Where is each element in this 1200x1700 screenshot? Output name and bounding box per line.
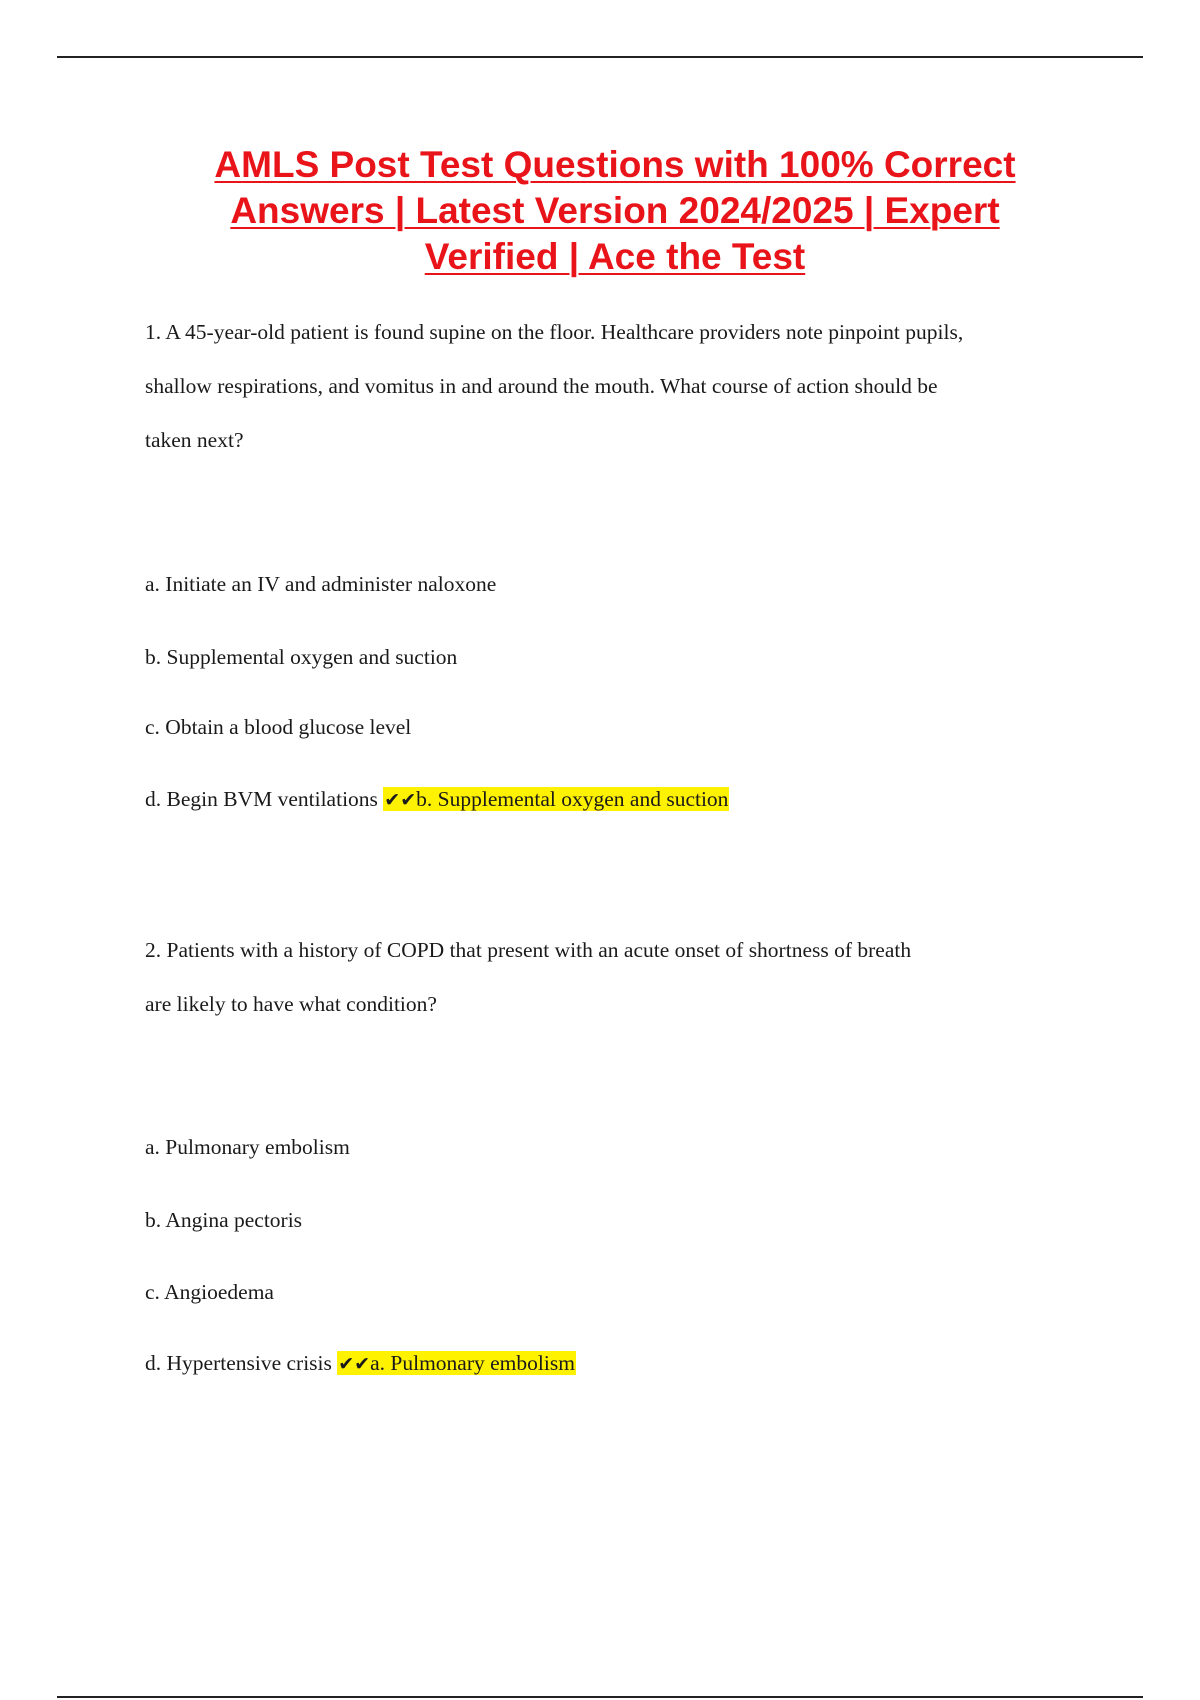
answer-check-icon: ✔✔ — [384, 789, 417, 811]
title-line-2: Answers | Latest Version 2024/2025 | Expert — [230, 190, 1000, 231]
question-1-answer: b. Supplemental oxygen and suction — [416, 787, 729, 811]
question-1-option-c: c. Obtain a blood glucose level — [145, 715, 412, 739]
question-1-prompt-line-1: 1. A 45-year-old patient is found supine on the floor. Healthcare providers note pinpoint pupils, — [145, 320, 964, 344]
document-title — [150, 142, 1080, 280]
question-1-prompt-line-2: shallow respirations, and vomitus in and around the mouth. What course of action should be — [145, 374, 938, 398]
title-line-3: Verified | Ace the Test — [424, 236, 806, 277]
question-2-prompt-line-1: 2. Patients with a history of COPD that present with an acute onset of shortness of breath — [145, 938, 912, 962]
title-line-1: AMLS Post Test Questions with 100% Correct — [214, 144, 1016, 185]
question-2-option-b: b. Angina pectoris — [145, 1208, 303, 1232]
question-2-option-c: c. Angioedema — [145, 1280, 274, 1304]
top-rule — [57, 56, 1143, 58]
answer-check-icon: ✔✔ — [338, 1353, 371, 1375]
question-1-answer-highlight — [383, 787, 729, 811]
question-2-option-a: a. Pulmonary embolism — [145, 1135, 350, 1159]
bottom-rule — [57, 1696, 1143, 1698]
question-1-option-d: d. Begin BVM ventilations — [145, 787, 378, 811]
question-2-option-d-row — [145, 1349, 576, 1378]
question-1-option-b: b. Supplemental oxygen and suction — [145, 645, 458, 669]
question-2-answer: a. Pulmonary embolism — [370, 1351, 575, 1375]
question-1-option-a: a. Initiate an IV and administer naloxone — [145, 572, 497, 596]
question-1-option-d-row — [145, 785, 729, 814]
question-2-prompt-line-2: are likely to have what condition? — [145, 992, 437, 1016]
question-1-prompt-line-3: taken next? — [145, 428, 244, 452]
question-2-answer-highlight — [337, 1351, 576, 1375]
question-2-option-d: d. Hypertensive crisis — [145, 1351, 332, 1375]
